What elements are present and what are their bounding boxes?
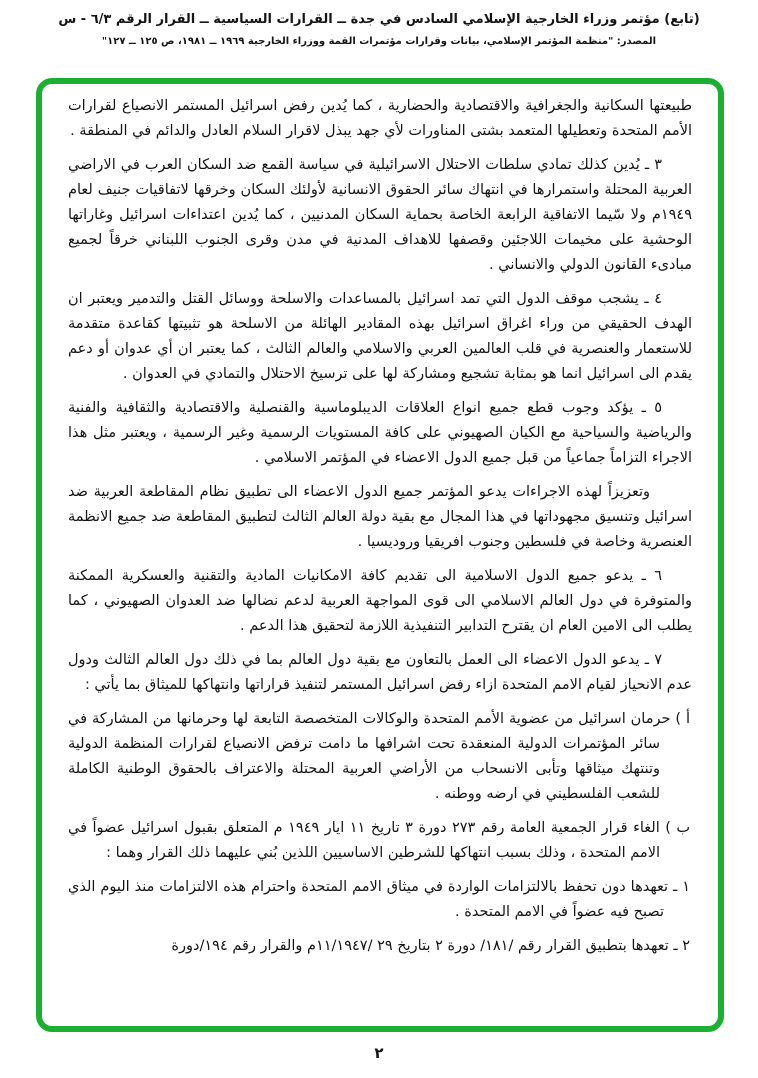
para-continuation: طبيعتها السكانية والجغرافية والاقتصادية والحضارية ، كما يُدين رفض اسرائيل المستمر الانصياع لقرارات الأمم المتحدة وتعطيلها المتعمد بشتى المناورات لأي جهد يبذل لاقرار السلام العادل والدائم في المنطقة . xyxy=(68,98,692,139)
page-header xyxy=(0,12,758,47)
document-title: (تابع) مؤتمر وزراء الخارجية الإسلامي السادس في جدة ــ القرارات السياسية ــ القرار الرقم ٦/٣ - س xyxy=(58,12,700,27)
source-citation: المصدر: "منظمة المؤتمر الإسلامي، بيانات وقرارات مؤتمرات القمة ووزراء الخارجية ١٩٦٩ ــ ١٩٨١، ص ١٢٥ ــ ١٢٧" xyxy=(101,36,657,47)
para-clause-6: ٦ ـ يدعو جميع الدول الاسلامية الى تقديم كافة الامكانيات المادية والتقنية والعسكرية الممكنة والمتوفرة في دول العالم الاسلامي الى قوى المواجهة العربية لدعم نضالها ضد العدوان الصهيوني ، كما يطلب الى الامين العام ان يقترح التدابير التنفيذية اللازمة لتحقيق هذا الدعم . xyxy=(68,568,692,634)
decision-frame xyxy=(36,78,724,1032)
para-item-a: أ ) حرمان اسرائيل من عضوية الأمم المتحدة والوكالات المتخصصة التابعة لها وحرمانها من المشاركة في سائر المؤتمرات الدولية المنعقدة تحت اشرافها ما دامت ترفض الانصياع لقرارات المنظمة الدولية وتنتهك ميثاقها وتأبى الانسحاب من الأراضي العربية المحتلة والاعتراف بالحقوق الوطنية الكاملة للشعب الفلسطيني في ارضه ووطنه . xyxy=(68,711,690,802)
page-number: ٢ xyxy=(374,1044,384,1062)
para-clause-3: ٣ ـ يُدين كذلك تمادي سلطات الاحتلال الاسرائيلية في سياسة القمع ضد السكان العرب في الاراضي العربية المحتلة واستمرارها في انتهاك سائر الحقوق الانسانية لأولئك السكان وخرقها لاتفاقيات جنيف لعام ١٩٤٩م ولا سّيما الاتفاقية الرابعة الخاصة بحماية السكان المدنيين ، كما يُدين اعتداءات اسرائيل وغاراتها الوحشية على مخيمات اللاجئين وقصفها للاهداف المدنية في مدن وقرى الجنوب اللبناني خرقاً لجميع مبادىء القانون الدولي والانساني . xyxy=(68,157,692,273)
para-item-b: ب ) الغاء قرار الجمعية العامة رقم ٢٧٣ دورة ٣ تاريخ ١١ ايار ١٩٤٩ م المتعلق بقبول اسرائيل عضواً في الامم المتحدة ، وذلك بسبب انتهاكها للشرطين الاساسيين اللذين بُني عليهما ذلك القرار وهما : xyxy=(68,820,691,861)
decision-text xyxy=(68,94,692,959)
para-condition-2: ٢ ـ تعهدها بتطبيق القرار رقم /١٨١/ دورة ٢ بتاريخ ٢٩ /١١/١٩٤٧م والقرار رقم ١٩٤/دورة xyxy=(171,938,690,954)
para-reinforcement: وتعزيزاً لهذه الاجراءات يدعو المؤتمر جميع الدول الاعضاء الى تطبيق نظام المقاطعة العربية ضد اسرائيل وتنسيق مجهوداتها في هذا المجال مع بقية دولة العالم الثالث لتطبيق المقاطعة ضد جميع الانظمة العنصرية وخاصة في فلسطين وجنوب افريقيا وروديسيا . xyxy=(68,484,692,550)
para-clause-5: ٥ ـ يؤكد وجوب قطع جميع انواع العلاقات الديبلوماسية والقنصلية والاقتصادية والثقافية والفنية والرياضية والسياحية مع الكيان الصهيوني على كافة المستويات الرسمية وغير الرسمية ، ويعتبر مثل هذا الاجراء التزاماً جماعياً من قبل جميع الدول الاعضاء في المؤتمر الاسلامي . xyxy=(68,400,692,466)
para-clause-7: ٧ ـ يدعو الدول الاعضاء الى العمل بالتعاون مع بقية دول العالم بما في ذلك دول العالم الثالث ودول عدم الانحياز لقيام الامم المتحدة ازاء رفض اسرائيل المستمر لتنفيذ قراراتها وانتهاكها للميثاق بما يأتي : xyxy=(68,652,692,693)
para-clause-4: ٤ ـ يشجب موقف الدول التي تمد اسرائيل بالمساعدات والاسلحة ووسائل القتل والتدمير ويعتبر ان الهدف الحقيقي من وراء اغراق اسرائيل بهذه المقادير الهائلة من الاسلحة هو تثبيتها كقاعدة متقدمة للاستعمار والعنصرية في قلب العالمين العربي والاسلامي والعالم الثالث ، كما يعتبر ان أي عدوان أو دعم يقدم الى اسرائيل انما هو بمثابة تشجيع ومشاركة لها على ترسيخ الاحتلال والتمادي في العدوان . xyxy=(68,291,692,382)
para-condition-1: ١ ـ تعهدها دون تحفظ بالالتزامات الواردة في ميثاق الامم المتحدة واحترام هذه الالتزامات منذ اليوم الذي تصبح فيه عضواً في الامم المتحدة . xyxy=(68,879,690,920)
